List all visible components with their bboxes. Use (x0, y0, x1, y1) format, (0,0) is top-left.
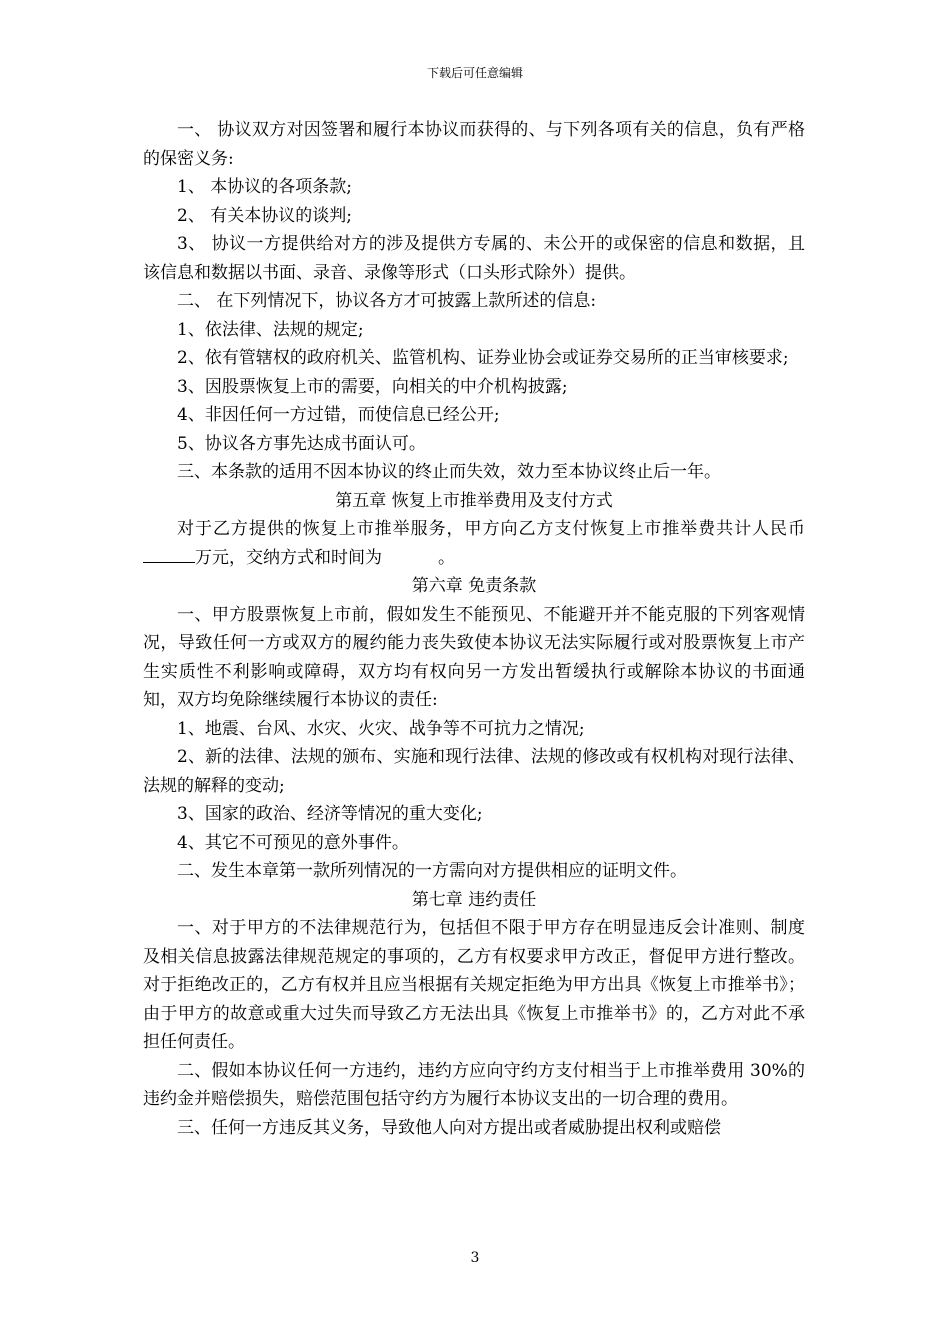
page-number: 3 (470, 1250, 480, 1266)
chapter-heading: 第七章 违约责任 (411, 889, 537, 910)
paragraph: 2、新的法律、法规的颁布、实施和现行法律、法规的修改或有权机构对现行法律、法规的解释的变动; (143, 747, 805, 796)
paragraph: 一、 协议双方对因签署和履行本协议而获得的、与下列各项有关的信息，负有严格的保密义务: (143, 120, 805, 169)
fee-text-middle: 万元，交纳方式和时间为 (195, 547, 382, 568)
paragraph: 1、 本协议的各项条款; (177, 177, 352, 197)
fee-paragraph (143, 515, 805, 572)
chapter-heading: 第五章 恢复上市推举费用及支付方式 (335, 490, 613, 511)
paragraph: 3、因股票恢复上市的需要，向相关的中介机构披露; (177, 376, 568, 397)
paragraph: 三、本条款的适用不因本协议的终止而失效，效力至本协议终止后一年。 (177, 462, 721, 482)
paragraph: 2、 有关本协议的谈判; (177, 205, 352, 226)
paragraph: 3、国家的政治、经济等情况的重大变化; (177, 804, 483, 824)
paragraph: 二、假如本协议任何一方违约，违约方应向守约方支付相当于上市推举费用 30%的违约金并赔偿损失，赔偿范围包括守约方为履行本协议支出的一切合理的费用。 (143, 1060, 805, 1109)
paragraph: 二、发生本章第一款所列情况的一方需向对方提供相应的证明文件。 (177, 861, 687, 881)
paragraph: 1、依法律、法规的规定; (177, 319, 364, 340)
paragraph: 1、地震、台风、水灾、火灾、战争等不可抗力之情况; (177, 718, 585, 739)
fee-text-after: 。 (438, 547, 455, 568)
page-header: 下载后可任意编辑 (426, 66, 523, 80)
paragraph: 一、甲方股票恢复上市前，假如发生不能预见、不能避开并不能克服的下列客观情况，导致任何一方或双方的履约能力丧失致使本协议无法实际履行或对股票恢复上市产生实质性不利影响或障碍，双方均有权向另一方发出暂缓执行或解除本协议的书面通知，双方均免除继续履行本协议的责任: (143, 604, 805, 710)
paragraph: 4、其它不可预见的意外事件。 (177, 832, 409, 853)
paragraph: 2、依有管辖权的政府机关、监管机构、证券业协会或证券交易所的正当审核要求; (177, 348, 789, 368)
paragraph: 3、 协议一方提供给对方的涉及提供方专属的、未公开的或保密的信息和数据，且该信息和数据以书面、录音、录像等形式（口头形式除外）提供。 (143, 234, 805, 283)
paragraph: 三、任何一方违反其义务，导致他人向对方提出或者威胁提出权利或赔偿 (177, 1117, 721, 1138)
paragraph: 一、对于甲方的不法律规范行为，包括但不限于甲方存在明显违反会计准则、制度及相关信息披露法律规范规定的事项的，乙方有权要求甲方改正，督促甲方进行整改。对于拒绝改正的，乙方有权并且应当根据有关规定拒绝为甲方出具《恢复上市推举书》；由于甲方的故意或重大过失而导致乙方无法出具《恢复上市推举书》的，乙方对此不承担任何责任。 (143, 918, 805, 1052)
fee-text-before: 对于乙方提供的恢复上市推举服务，甲方向乙方支付恢复上市推举费共计人民币 (177, 519, 805, 539)
blank-amount (143, 544, 195, 563)
paragraph: 4、非因任何一方过错，而使信息已经公开; (177, 405, 500, 425)
paragraph: 二、 在下列情况下，协议各方才可披露上款所述的信息: (177, 291, 597, 311)
document-body (143, 116, 805, 1142)
chapter-heading: 第六章 免责条款 (411, 576, 537, 596)
paragraph: 5、协议各方事先达成书面认可。 (177, 433, 426, 454)
